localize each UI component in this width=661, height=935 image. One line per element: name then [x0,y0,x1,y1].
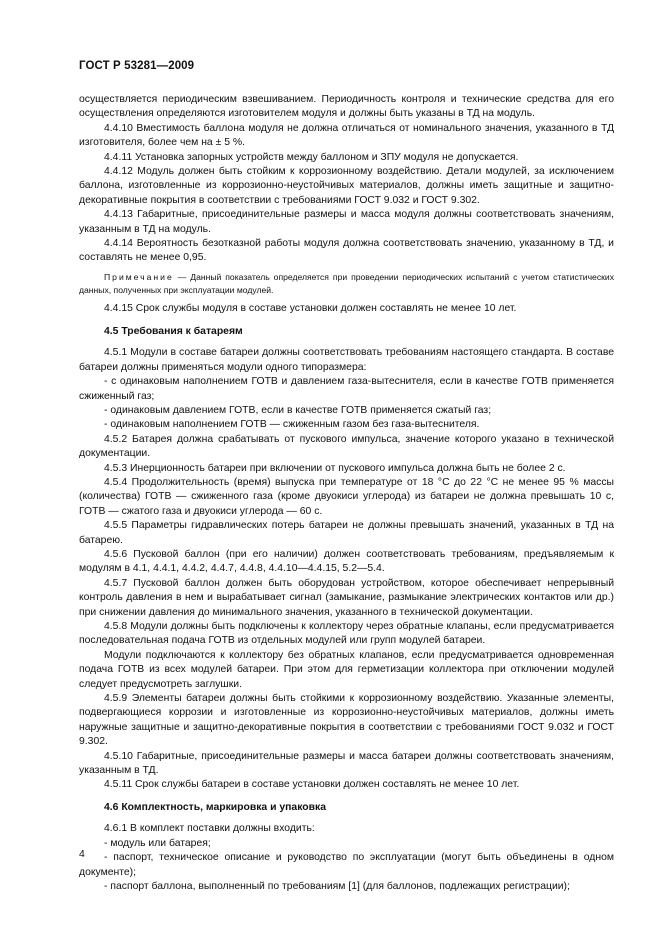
body-paragraph: 4.5.10 Габаритные, присоединительные размеры и масса батареи должны соответствовать значениям, указанным в ТД. [79,750,614,777]
body-paragraph: 4.4.12 Модуль должен быть стойким к коррозионному воздействию. Детали модулей, за исключением баллона, изготовленные из коррозионно-неустойчивых материалов, должны иметь защитные и защитно-декоративные покрытия в соответствии с требованиями ГОСТ 9.032 и ГОСТ 9.302. [79,166,614,206]
body-paragraph: 4.5.9 Элементы батареи должны быть стойкими к коррозионному воздействию. Указанные элементы, подвергающиеся коррозии и изготовленные из коррозионно-неустойчивых материалов, должны иметь наружные защитные и защитно-декоративные покрытия в соответствии с требованиями ГОСТ 9.032 и ГОСТ 9.302. [79,693,614,748]
body-paragraph: - одинаковым наполнением ГОТВ — сжиженным газом без газа-вытеснителя. [104,419,480,431]
body-paragraph: 4.5.5 Параметры гидравлических потерь батареи не должны превышать значений, указанных в ТД на батарею. [79,520,614,546]
body-paragraph: 4.5.3 Инерционность батареи при включении от пускового импульса должна быть не более 2 с. [104,462,566,474]
body-paragraph: 4.4.11 Установка запорных устройств между баллоном и ЗПУ модуля не допускается. [104,151,519,163]
body-paragraph: 4.5.1 Модули в составе батареи должны соответствовать требованиям настоящего стандарта. В составе батареи должны применяться модули одного типоразмера: [79,347,614,373]
body-paragraph: - паспорт, техническое описание и руководство по эксплуатации (могут быть объединены в одном документе); [79,852,614,878]
body-paragraph: 4.4.10 Вместимость баллона модуля не должна отличаться от номинального значения, указанного в ТД изготовителя, более чем на ± 5 %. [79,122,614,149]
document-header: ГОСТ Р 53281—2009 [79,60,195,72]
body-paragraph: осуществляется периодическим взвешиванием. Периодичность контроля и технические средства для его осуществления определяются изготовителем модуля и должны быть указаны в ТД на модуль. [79,94,614,120]
body-paragraph: 4.4.14 Вероятность безотказной работы модуля должна соответствовать значению, указанному в ТД, и составлять не менее 0,95. [79,238,614,264]
document-body [79,93,614,894]
body-paragraph: 4.6.1 В комплект поставки должны входить: [104,823,315,835]
body-paragraph: - с одинаковым наполнением ГОТВ и давлением газа-вытеснителя, если в качестве ГОТВ применяется сжиженный газ; [79,376,614,402]
body-paragraph: 4.5.7 Пусковой баллон должен быть оборудован устройством, которое обеспечивает непрерывный контроль давления в нем и вырабатывает сигнал (замыкание, размыкание электрических контактов или др.) при снижении давления до минимального значения, указанного в технической документации. [79,577,614,618]
body-paragraph: 4.5.4 Продолжительность (время) выпуска при температуре от 18 °С до 22 °С не менее 95 % массы (количества) ГОТВ — сжиженного газа (кроме двуокиси углерода) из батареи не должна превышать 10 с, ГОТВ — сжатого газа и двуокиси углерода — 60 с. [79,476,614,517]
body-paragraph: - одинаковым давлением ГОТВ, если в качестве ГОТВ применяется сжатый газ; [104,404,492,416]
body-paragraph: - паспорт баллона, выполненный по требованиям [1] (для баллонов, подлежащих регистрации); [104,880,570,892]
note-label: Примечание [104,271,174,282]
body-paragraph: 4.4.13 Габаритные, присоединительные размеры и масса модуля должны соответствовать значениям, указанным в ТД на модуль. [79,209,614,235]
page-number: 4 [79,849,85,860]
body-paragraph: Модули подключаются к коллектору без обратных клапанов, если предусматривается одновременная подача ГОТВ из всех модулей батареи. При этом для герметизации коллектора при отключении модулей следует предусмотреть заглушки. [79,649,614,690]
note-paragraph [79,271,614,297]
body-paragraph: 4.5.6 Пусковой баллон (при его наличии) должен соответствовать требованиям, предъявляемым к модулям в 4.1, 4.4.1, 4.4.2, 4.4.7, 4.4.8, 4.4.10—4.4.15, 5.2—5.4. [79,548,614,575]
body-paragraph: 4.5.2 Батарея должна срабатывать от пускового импульса, значение которого указано в технической документации. [79,433,614,460]
section-title: 4.6 Комплектность, маркировка и упаковка [104,801,326,813]
body-paragraph: 4.5.8 Модули должны быть подключены к коллектору через обратные клапаны, если предусматривается последовательная подача ГОТВ из отдельных модулей или групп модулей батареи. [79,621,614,647]
section-title: 4.5 Требования к батареям [104,325,243,337]
body-paragraph: 4.4.15 Срок службы модуля в составе установки должен составлять не менее 10 лет. [104,303,517,315]
note-text: — Данный показатель определяется при проведении периодических испытаний с учетом статистических данных, полученных при эксплуатации модулей. [79,271,614,295]
body-paragraph: - модуль или батарея; [104,837,211,849]
body-paragraph: 4.5.11 Срок службы батареи в составе установки должен составлять не менее 10 лет. [104,779,520,791]
